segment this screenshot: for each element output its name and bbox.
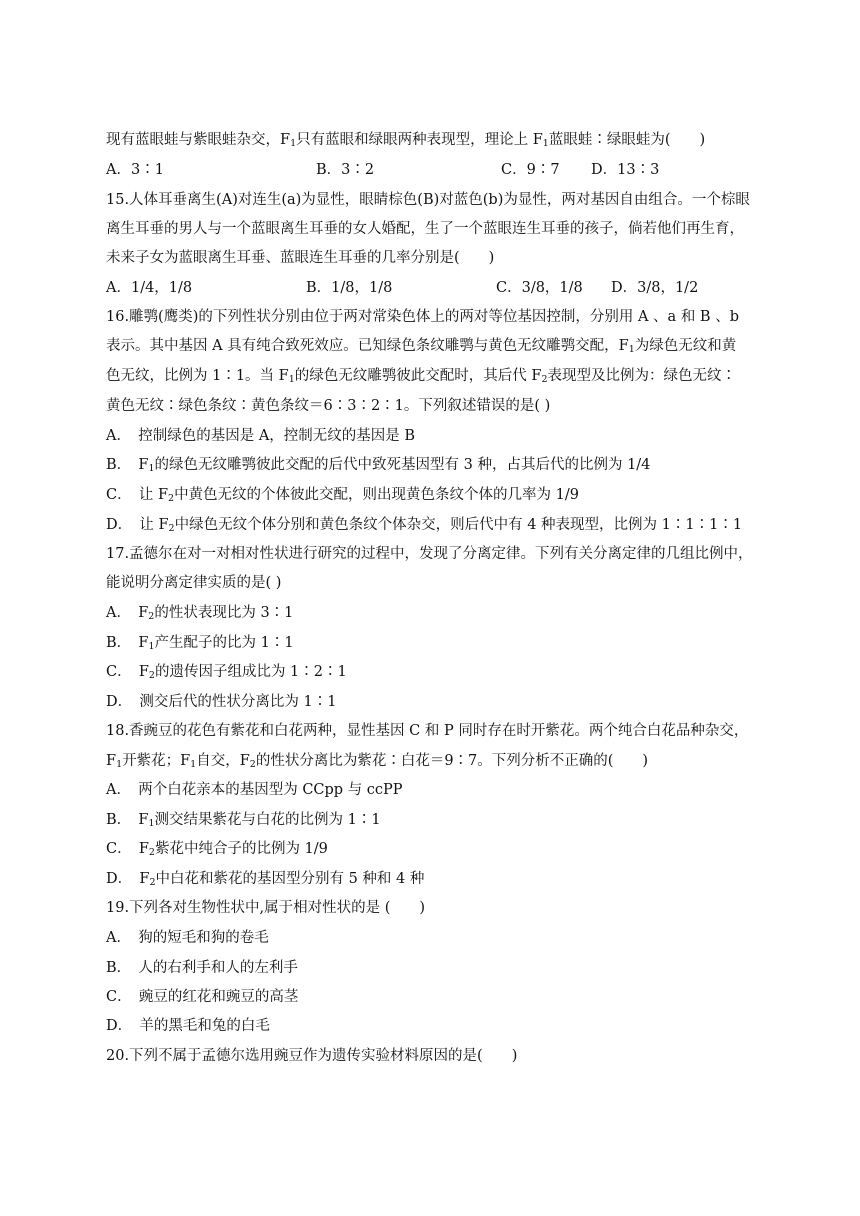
q16-option-b: B． $F_1$的绿色无纹雕鹗彼此交配的后代中致死基因型有 3 种，占其后代的比例为 1/4 <box>106 457 651 474</box>
q20-stem-line: 20.下列不属于孟德尔选用豌豆作为遗传实验材料原因的是( ) <box>106 1048 518 1064</box>
q19-option-b: B． 人的右利手和人的左利手 <box>106 960 298 976</box>
q14-stem-line: 现有蓝眼蛙与紫眼蛙杂交，$F_1$只有蓝眼和绿眼两种表现型，理论上 $F_1$蓝眼蛙∶绿眼蛙为( ) <box>106 132 706 149</box>
q17-option-c: C． $F_2$的遗传因子组成比为 1∶2∶1 <box>106 664 347 681</box>
q19-option-c: C． 豌豆的红花和豌豆的高茎 <box>106 989 299 1005</box>
q16-stem-line: 色无纹，比例为 1∶1。当 $F_1$的绿色无纹雕鹗彼此交配时，其后代 $F_2$表现型及比例为：绿色无纹∶ <box>106 368 736 385</box>
q19-option-a: A． 狗的短毛和狗的卷毛 <box>106 930 269 946</box>
q17-stem-line: 17.孟德尔在对一对相对性状进行研究的过程中，发现了分离定律。下列有关分离定律的几组比例中， <box>106 546 753 562</box>
q17-option-a: A． $F_2$的性状表现比为 3∶1 <box>106 605 294 622</box>
q18-option-a: A． 两个白花亲本的基因型为 CCpp 与 ccPP <box>106 782 403 798</box>
q15-option-d: D．3/8，1/2 <box>611 280 699 296</box>
q17-option-d: D． 测交后代的性状分离比为 1∶1 <box>106 694 337 710</box>
q16-option-d: D． 让 $F_2$中绿色无纹个体分别和黄色条纹个体杂交，则后代中有 4 种表现型，比例为 1∶1∶1∶1 <box>106 517 743 534</box>
q16-stem-line: 表示。其中基因 A 具有纯合致死效应。已知绿色条纹雕鹗与黄色无纹雕鹗交配，$F_1$为绿色无纹和黄 <box>106 338 737 355</box>
q16-option-a: A． 控制绿色的基因是 A，控制无纹的基因是 B <box>106 428 416 444</box>
q14-option-b: B．3∶2 <box>316 162 375 178</box>
q15-options <box>106 278 698 298</box>
q15-option-a: A．1/4，1/8 <box>106 280 193 296</box>
q14-option-d: D．13∶3 <box>591 162 660 178</box>
q18-stem-line: 18.香豌豆的花色有紫花和白花两种，显性基因 C 和 P 同时存在时开紫花。两个纯合白花品种杂交， <box>106 723 749 739</box>
q17-option-b: B． $F_1$产生配子的比为 1∶1 <box>106 635 294 652</box>
q17-stem-line: 能说明分离定律实质的是( ) <box>106 575 282 591</box>
q19-option-d: D． 羊的黑毛和兔的白毛 <box>106 1018 270 1034</box>
q14-option-c: C．9∶7 <box>501 162 560 178</box>
q15-option-c: C．3/8，1/8 <box>496 280 583 296</box>
q14-options <box>106 160 659 180</box>
q16-option-c: C． 让 $F_2$中黄色无纹的个体彼此交配，则出现黄色条纹个体的几率为 1/9 <box>106 487 580 504</box>
q16-stem-line: 16.雕鹗(鹰类)的下列性状分别由位于两对常染色体上的两对等位基因控制，分别用 A 、a 和 B 、b <box>106 309 739 325</box>
q15-stem-line: 离生耳垂的男人与一个蓝眼离生耳垂的女人婚配，生了一个蓝眼连生耳垂的孩子，倘若他们再生育， <box>106 221 744 237</box>
q15-stem-line: 15.人体耳垂离生(A)对连生(a)为显性，眼睛棕色(B)对蓝色(b)为显性，两对基因自由组合。一个棕眼 <box>106 192 750 208</box>
q15-option-b: B．1/8，1/8 <box>306 280 393 296</box>
q18-option-b: B． $F_1$测交结果紫花与白花的比例为 1∶1 <box>106 812 381 829</box>
q15-stem-line: 未来子女为蓝眼离生耳垂、蓝眼连生耳垂的几率分别是( ) <box>106 250 495 266</box>
q18-stem-line: $F_1$开紫花；$F_1$自交，$F_2$的性状分离比为紫花∶白花＝9∶7。下列分析不正确的( ) <box>106 753 649 770</box>
q14-option-a: A．3∶1 <box>106 162 164 178</box>
q18-option-d: D． $F_2$中白花和紫花的基因型分别有 5 种和 4 种 <box>106 871 425 888</box>
q18-option-c: C． $F_2$紫花中纯合子的比例为 1/9 <box>106 841 328 858</box>
q16-stem-line: 黄色无纹∶绿色条纹∶黄色条纹＝6∶3∶2∶1。下列叙述错误的是( ) <box>106 398 551 414</box>
q19-stem-line: 19.下列各对生物性状中,属于相对性状的是 ( ) <box>106 900 426 916</box>
